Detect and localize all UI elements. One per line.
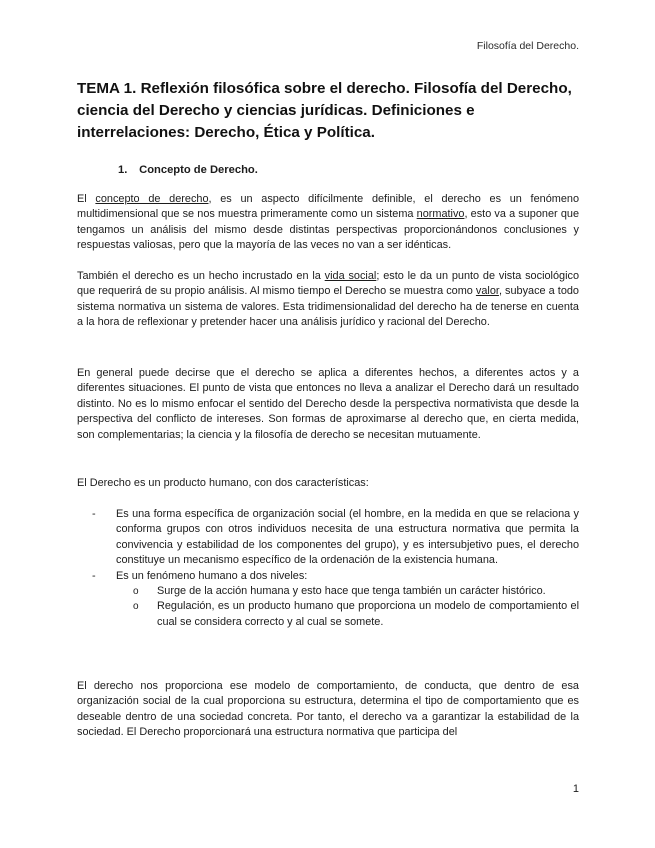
paragraph-2 [77,269,579,331]
link-normativo[interactable]: normativo [416,208,465,221]
list-item-text: Es una forma específica de organización social (el hombre, en la medida en que se relaciona y conforma grupos con otros individuos necesita de una estructura normativa que permita la convivencia y estabilidad de los componentes del grupo), y es intersubjetivo pues, el derecho constituye un mecanismo específico de la ordenación de la existencia humana. [116,508,579,567]
p1-text-a: El [77,193,96,205]
characteristics-list [92,507,579,630]
circle-bullet: o [133,586,139,598]
sub-list-item [133,599,579,630]
paragraph-1 [77,192,579,254]
paragraph-3: En general puede decirse que el derecho se aplica a diferentes hechos, a diferentes actos y a diferentes situaciones. El punto de vista que entonces no lleva a analizar el Derecho dará un resultado distinto. No es lo mismo enfocar el sentido del Derecho desde la perspectiva normativista que desde la perspectiva del conflicto de intereses. Son formas de aproximarse al derecho que, en cierta medida, son complementarias; la ciencia y la filosofía de derecho se necesitan mutuamente. [77,367,579,441]
section-number: 1. [118,164,128,176]
p2-text-a: También el derecho es un hecho incrustado en la [77,270,325,282]
p2-text-c: , subyace a todo sistema normativa un sistema de valores. Esta tridimensionalidad del derecho ha de tenerse en cuenta a la hora de reflexionar y pretender hacer una análisis jurídico y racional del Derecho. [77,285,579,329]
link-valor[interactable]: valor [475,285,499,298]
p1-text-c: , esto va a suponer que tengamos un análisis del mismo desde distintas perspectivas proporcionándonos conclusiones y respuestas valiosas, pero que la mayoría de las veces no van a ser idénticas. [77,208,579,252]
sub-list-item [133,584,579,599]
list-item-text: Es un fenómeno humano a dos niveles: [116,569,308,582]
running-header: Filosofía del Derecho. [476,40,579,52]
paragraph-4: El Derecho es un producto humano, con dos características: [77,477,369,489]
list-item [92,569,579,631]
link-vida-social[interactable]: vida social [324,270,377,282]
p2-text-b: ; esto le da un punto de vista sociológico que requerirá de su propio análisis. Al mismo tiempo el Derecho se muestra como [77,270,579,298]
section-heading [118,164,258,176]
p1-text-b: , es un aspecto difícilmente definible, el derecho es un fenómeno multidimensional que se nos muestra primeramente como un sistema [77,193,579,221]
section-label: Concepto de Derecho. [139,164,258,176]
sub-list-item-text: Regulación, es un producto humano que proporciona un modelo de comportamiento el cual se considera correcto y al cual se somete. [157,600,579,628]
link-concepto-de-derecho[interactable]: concepto de derecho [95,193,209,205]
sub-list-item-text: Surge de la acción humana y esto hace que tenga también un carácter histórico. [157,585,546,598]
page-number: 1 [572,783,579,795]
dash-bullet: - [92,508,96,520]
circle-bullet: o [133,601,139,613]
dash-bullet: - [92,569,96,582]
list-item [92,507,579,569]
paragraph-5: El derecho nos proporciona ese modelo de comportamiento, de conducta, que dentro de esa organización social de la cual proporciona su estructura, determina el tipo de comportamiento que es deseable dentro de una sociedad concreta. Por tanto, el derecho va a garantizar la estabilidad de la sociedad. El Derecho proporcionará una estructura normativa que participa del [77,680,579,739]
page-title: TEMA 1. Reflexión filosófica sobre el derecho. Filosofía del Derecho, ciencia del Derecho y ciencias jurídicas. Definiciones e interrelaciones: Derecho, Ética y Política. [77,80,572,141]
